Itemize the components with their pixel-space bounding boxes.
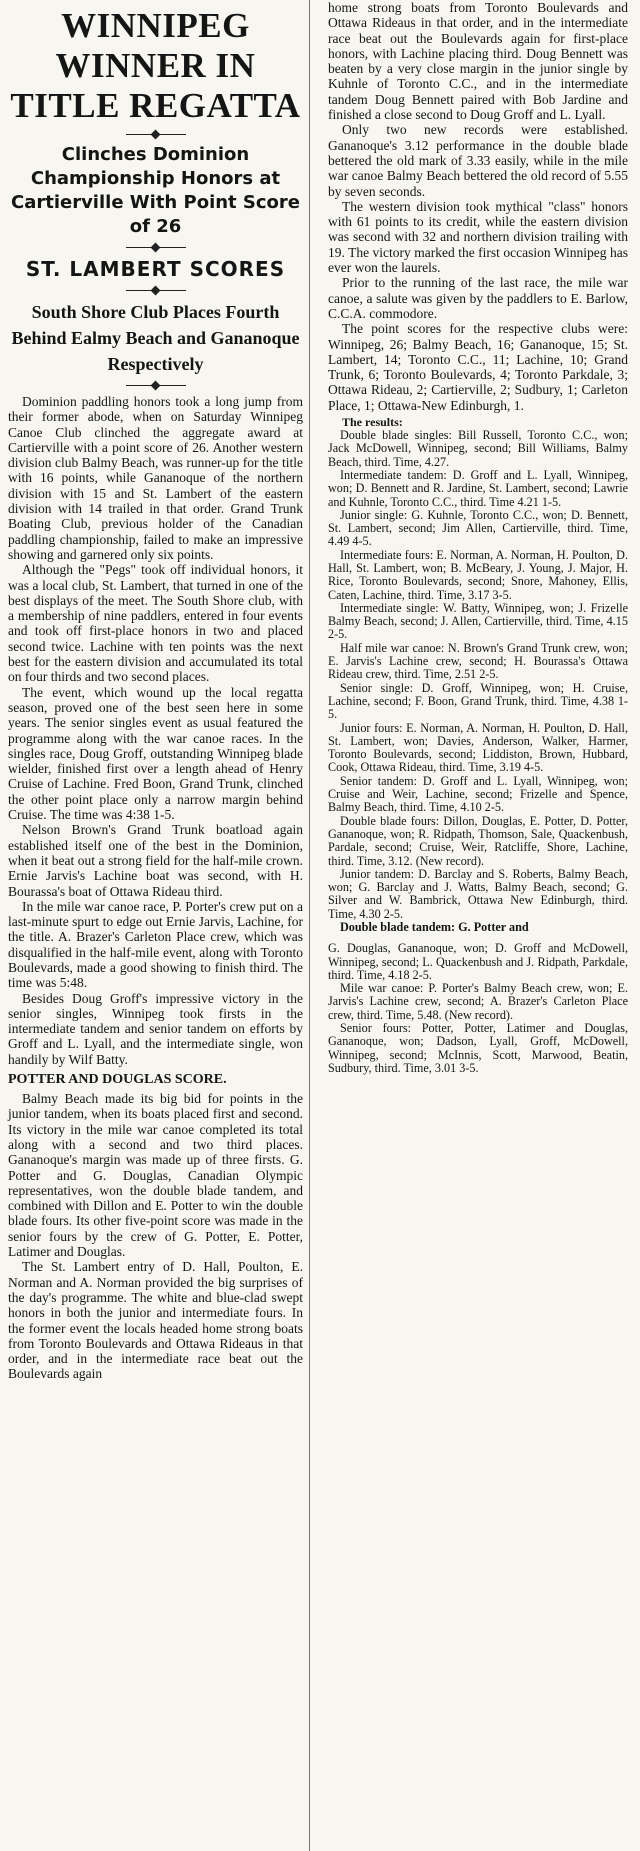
- result-entry: Junior fours: E. Norman, A. Norman, H. Poulton, D. Hall, St. Lambert, won; Davies, Anderson, Walker, Harmer, Toronto Boulevards, second; Liddiston, Brown, Hubbard, Cook, Ottawa Rideau, third. Time, 3.19 4-5.: [328, 720, 628, 775]
- result-entry: Mile war canoe: P. Porter's Balmy Beach crew, won; E. Jarvis's Lachine crew, second; A. Brazer's Carleton Place crew, third. Time, 5.48. (New record).: [328, 981, 628, 1022]
- divider: [126, 247, 186, 248]
- result-entry: Double blade fours: Dillon, Douglas, E. Potter, D. Potter, Gananoque, won; R. Ridpath, Thomson, Sale, Quackenbush, Pardale, second; Cruise, Weir, Ratcliffe, Shore, Lachine, third. Time, 3.12. (New record).: [328, 813, 628, 868]
- body-paragraph: In the mile war canoe race, P. Porter's crew put on a last-minute spurt to edge out Ernie Jarvis, Lachine, for the title. A. Brazer's Carleton Place crew, which was disqualified in the half-mile event, along with Toronto Boulevards, made a good showing to finish third. The time was 5:48.: [8, 898, 303, 991]
- body-paragraph: The point scores for the respective clubs were: Winnipeg, 26; Balmy Beach, 16; Gananoque, 15; St. Lambert, 14; Toronto C.C., 11; Lachine, 10; Grand Trunk, 6; Toronto Boulevards, 4; Toronto Parkdale, 3; Ottawa Rideau, 2; Cartierville, 2; Sudbury, 1; Carleton Place, 1; Ottawa-New Edinburgh, 1.: [328, 321, 628, 413]
- headline: WINNIPEG WINNER IN TITLE REGATTA: [10, 6, 301, 125]
- result-entry: Senior tandem: D. Groff and L. Lyall, Winnipeg, won; Cruise and Weir, Lachine, second; Frizelle and Spence, Balmy Beach, third. Time, 4.10 2-5.: [328, 773, 628, 815]
- body-paragraph: Only two new records were established. Gananoque's 3.12 performance in the double blade bettered the old mark of 3.33 easily, while in the mile war canoe Balmy Beach bettered the old record of 5.55 by seven seconds.: [328, 122, 628, 199]
- result-entry: Senior fours: Potter, Potter, Latimer and Douglas, Gananoque, won; Dadson, Lyall, Groff, McDowell, Winnipeg, second; McInnis, Scott, Marwood, Beatin, Sudbury, third. Time, 3.01 3-5.: [328, 1021, 628, 1075]
- result-entry: Senior single: D. Groff, Winnipeg, won; H. Cruise, Lachine, second; F. Boon, Grand Trunk, third. Time, 4.38 1-5.: [328, 680, 628, 722]
- divider: [126, 290, 186, 291]
- results-label: The results:: [342, 415, 403, 430]
- subhead: POTTER AND DOUGLAS SCORE.: [8, 1072, 227, 1088]
- divider: [126, 134, 186, 135]
- deck-3: South Shore Club Places Fourth Behind Ealmy Beach and Gananoque Respectively: [11, 302, 300, 374]
- result-entry: Junior tandem: D. Barclay and S. Roberts, Balmy Beach, won; G. Barclay and J. Watts, Balmy Beach, second; G. Silver and W. Bambrick, Ottawa New Edinburgh, third. Time, 4.30 2-5.: [328, 866, 628, 921]
- result-entry: Intermediate single: W. Batty, Winnipeg, won; J. Frizelle Balmy Beach, second; J. Allen, Cartierville, third. Time, 4.15 2-5.: [328, 600, 628, 642]
- body-paragraph: Nelson Brown's Grand Trunk boatload again established itself one of the best in the Dominion, when it beat out a strong field for the half-mile crown. Ernie Jarvis's Lachine boat was second, with H. Bourassa's boat of Ottawa Rideau third.: [8, 822, 303, 899]
- result-entry: Intermediate tandem: D. Groff and L. Lyall, Winnipeg, won; D. Bennett and R. Jardine, St. Lambert, second; Lawrie and Kuhnle, Toronto C.C., third. Time 4.21 1-5.: [328, 467, 628, 509]
- divider: [126, 385, 186, 386]
- result-entry: Junior single: G. Kuhnle, Toronto C.C., won; D. Bennett, St. Lambert, second; Jim Allen, Cartierville, third. Time, 4.49 4-5.: [328, 507, 628, 549]
- body-paragraph: home strong boats from Toronto Boulevards and Ottawa Rideaus in that order, and in the intermediate race beat out the Boulevards again for first-place honors, with Lachine placing third. Doug Bennett was beaten by a very close margin in the junior single by Kuhnle of Toronto C.C., and in the intermediate tandem Doug Bennett paired with Bob Jardine and finished a close second to Doug Groff and L. Lyall.: [328, 0, 628, 123]
- body-paragraph: Dominion paddling honors took a long jump from their former abode, when on Saturday Winnipeg Canoe Club clinched the aggregate award at Cartierville with a point score of 26. Another western division club Balmy Beach, was runner-up for the title with 16 points, while Gananoque of the northern division with 15 and St. Lambert of the eastern division with 14 trailed in that order. Grand Trunk Boating Club, previous holder of the Canadian paddling championship, failed to make an impressive showing and garnered only six points.: [8, 394, 303, 562]
- body-paragraph: The St. Lambert entry of D. Hall, Poulton, E. Norman and A. Norman provided the big surprises of the day's programme. The white and blue-clad swept honors in both the junior and intermediate fours. In the former event the locals headed home strong boats from Toronto Boulevards and Ottawa Rideaus in that order, and in the intermediate race beat out the Boulevards again: [8, 1259, 303, 1382]
- body-paragraph: Although the "Pegs" took off individual honors, it was a local club, St. Lambert, that turned in one of the best displays of the meet. The South Shore club, with a membership of nine paddlers, entered in four events and took off first-place honors in two and placed second twice. Lachine with ten points was the next best for the eastern division and accumulated its total on four thirds and two second places.: [8, 562, 303, 685]
- deck-1: Clinches Dominion Championship Honors at Cartierville With Point Score of 26: [10, 144, 301, 237]
- deck-2: ST. LAMBERT SCORES: [25, 257, 286, 281]
- left-column: [0, 0, 310, 1851]
- body-paragraph: Prior to the running of the last race, the mile war canoe, a salute was given by the paddlers to E. Barlow, C.C.A. commodore.: [328, 275, 628, 321]
- body-paragraph: The western division took mythical "class" honors with 61 points to its credit, while the eastern division was second with 32 and northern division trailing with 19. The victory marked the first occasion Winnipeg has ever won the laurels.: [328, 198, 628, 276]
- body-paragraph: Balmy Beach made its big bid for points in the junior tandem, when its boats placed first and second. Its victory in the mile war canoe completed its total along with a second and two third places. Gananoque's margin was made up of three firsts. G. Potter and G. Douglas, Canadian Olympic representatives, won the double blade tandem, and combined with Dillon and E. Potter to win the double blade fours. Its other five-point score was made in the senior fours by the crew of G. Potter, E. Potter, Latimer and Douglas.: [8, 1091, 303, 1260]
- result-entry: Half mile war canoe: N. Brown's Grand Trunk crew, won; E. Jarvis's Lachine crew, second; H. Bourassa's Ottawa Rideau crew, third. Time, 2.51 2-5.: [328, 640, 628, 682]
- result-entry: G. Douglas, Gananoque, won; D. Groff and McDowell, Winnipeg, second; L. Quackenbush and J. Ridpath, Parkdale, third. Time, 4.18 2-5.: [328, 941, 628, 982]
- result-entry-bold: Double blade tandem: G. Potter and: [340, 920, 529, 934]
- result-entry: Intermediate fours: E. Norman, A. Norman, H. Poulton, D. Hall, St. Lambert, won; B. McBeary, J. Young, J. Major, H. Rice, Toronto Boulevards, second; Snore, Mahoney, Ellis, Caten, Lachine, third. Time, 3.17 3-5.: [328, 547, 628, 602]
- body-paragraph: The event, which wound up the local regatta season, proved one of the best seen here in some years. The senior singles event as usual featured the programme along with the war canoe races. In the singles race, Doug Groff, outstanding Winnipeg blade wielder, finished first over a length ahead of Henry Cruise of Lachine. Fred Boon, Grand Trunk, clinched the other point place only a narrow margin behind Cruise. The time was 4:38 1-5.: [8, 684, 303, 823]
- result-entry: Double blade singles: Bill Russell, Toronto C.C., won; Jack McDowell, Winnipeg, second; Bill Williams, Balmy Beach, third. Time, 4.27.: [328, 428, 628, 469]
- right-column: [320, 0, 636, 1851]
- body-paragraph: Besides Doug Groff's impressive victory in the senior singles, Winnipeg took firsts in the intermediate tandem and senior tandem on efforts by Groff and L. Lyall, and the intermediate single, won handily by Wilf Batty.: [8, 990, 303, 1067]
